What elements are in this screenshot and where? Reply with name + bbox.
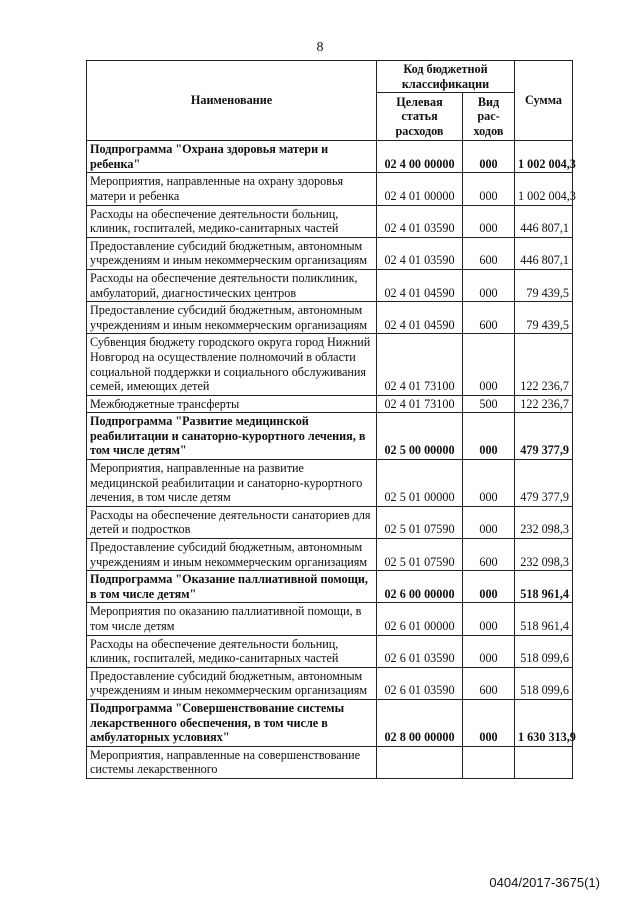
row-name: Мероприятия, направленные на охрану здоровья матери и ребенка [87,173,377,205]
row-target-code: 02 4 01 00000 [377,173,463,205]
row-target-code: 02 8 00 00000 [377,699,463,746]
row-name: Мероприятия, направленные на развитие медицинской реабилитации и санаторно-курортного лечения, в том числе детям [87,460,377,507]
table-row [87,395,573,413]
row-sum: 446 807,1 [515,237,573,269]
table-row [87,141,573,173]
row-sum: 446 807,1 [515,205,573,237]
header-name: Наименование [87,61,377,141]
row-name: Предоставление субсидий бюджетным, автономным учреждениям и иным некоммерческим организациям [87,667,377,699]
row-name: Предоставление субсидий бюджетным, автономным учреждениям и иным некоммерческим организациям [87,237,377,269]
row-name: Расходы на обеспечение деятельности больниц, клиник, госпиталей, медико-санитарных частей [87,205,377,237]
row-expense-type: 000 [463,603,515,635]
row-name: Подпрограмма "Совершенствование системы лекарственного обеспечения, в том числе в амбулаторных условиях" [87,699,377,746]
table-row [87,635,573,667]
row-name: Мероприятия, направленные на совершенствование системы лекарственного [87,746,377,778]
row-name: Подпрограмма "Развитие медицинской реабилитации и санаторно-курортного лечения, в том числе детям" [87,413,377,460]
table-row [87,746,573,778]
table-row [87,334,573,395]
row-target-code: 02 5 01 07590 [377,506,463,538]
row-sum: 518 099,6 [515,635,573,667]
row-name: Субвенция бюджету городского округа город Нижний Новгород на осуществление полномочий в области социальной поддержки и социального обслуживания семей, имеющих детей [87,334,377,395]
table-row [87,699,573,746]
row-sum: 479 377,9 [515,460,573,507]
row-target-code: 02 6 01 00000 [377,603,463,635]
table-row [87,237,573,269]
row-target-code: 02 4 01 73100 [377,334,463,395]
row-sum: 232 098,3 [515,539,573,571]
row-target-code: 02 6 00 00000 [377,571,463,603]
header-target: Целевая статья расходов [377,93,463,141]
header-code-group: Код бюджетной классификации [377,61,515,93]
row-target-code: 02 6 01 03590 [377,635,463,667]
row-name: Подпрограмма "Охрана здоровья матери и ребенка" [87,141,377,173]
row-expense-type: 000 [463,269,515,301]
row-target-code [377,746,463,778]
row-name: Подпрограмма "Оказание паллиативной помощи, в том числе детям" [87,571,377,603]
row-target-code: 02 4 01 03590 [377,237,463,269]
page-number: 8 [316,40,324,55]
row-expense-type: 000 [463,699,515,746]
row-expense-type: 600 [463,539,515,571]
row-sum: 1 630 313,9 [515,699,573,746]
row-name: Расходы на обеспечение деятельности санаториев для детей и подростков [87,506,377,538]
row-sum: 518 099,6 [515,667,573,699]
header-sum: Сумма [515,61,573,141]
table-row [87,506,573,538]
table-row [87,413,573,460]
row-name: Предоставление субсидий бюджетным, автономным учреждениям и иным некоммерческим организациям [87,539,377,571]
row-target-code: 02 4 01 73100 [377,395,463,413]
budget-table [86,60,576,779]
row-target-code: 02 5 00 00000 [377,413,463,460]
row-expense-type: 600 [463,667,515,699]
row-expense-type: 600 [463,302,515,334]
row-target-code: 02 5 01 07590 [377,539,463,571]
table-body [87,141,576,779]
table-row [87,667,573,699]
row-expense-type: 000 [463,205,515,237]
document-code: 0404/2017-3675(1) [489,875,600,890]
row-name: Предоставление субсидий бюджетным, автономным учреждениям и иным некоммерческим организациям [87,302,377,334]
row-sum: 1 002 004,3 [515,173,573,205]
row-expense-type: 500 [463,395,515,413]
table-row [87,539,573,571]
row-expense-type: 600 [463,237,515,269]
row-sum: 479 377,9 [515,413,573,460]
row-target-code: 02 6 01 03590 [377,667,463,699]
header-type: Вид рас-ходов [463,93,515,141]
row-sum: 518 961,4 [515,571,573,603]
row-sum: 79 439,5 [515,302,573,334]
row-name: Межбюджетные трансферты [87,395,377,413]
table-row [87,269,573,301]
row-target-code: 02 4 00 00000 [377,141,463,173]
row-expense-type: 000 [463,173,515,205]
row-sum [515,746,573,778]
row-expense-type: 000 [463,635,515,667]
row-sum: 1 002 004,3 [515,141,573,173]
row-target-code: 02 4 01 04590 [377,269,463,301]
row-name: Расходы на обеспечение деятельности поликлиник, амбулаторий, диагностических центров [87,269,377,301]
table-row [87,460,573,507]
table-row [87,603,573,635]
table-row [87,571,573,603]
row-target-code: 02 4 01 03590 [377,205,463,237]
row-name: Мероприятия по оказанию паллиативной помощи, в том числе детям [87,603,377,635]
table-row [87,173,573,205]
row-expense-type: 000 [463,413,515,460]
row-expense-type: 000 [463,506,515,538]
row-sum: 122 236,7 [515,334,573,395]
row-sum: 122 236,7 [515,395,573,413]
row-target-code: 02 4 01 04590 [377,302,463,334]
row-expense-type [463,746,515,778]
row-target-code: 02 5 01 00000 [377,460,463,507]
row-expense-type: 000 [463,141,515,173]
row-expense-type: 000 [463,334,515,395]
row-expense-type: 000 [463,571,515,603]
row-sum: 518 961,4 [515,603,573,635]
row-expense-type: 000 [463,460,515,507]
table-row [87,205,573,237]
table-row [87,302,573,334]
row-sum: 79 439,5 [515,269,573,301]
row-sum: 232 098,3 [515,506,573,538]
row-name: Расходы на обеспечение деятельности больниц, клиник, госпиталей, медико-санитарных частей [87,635,377,667]
